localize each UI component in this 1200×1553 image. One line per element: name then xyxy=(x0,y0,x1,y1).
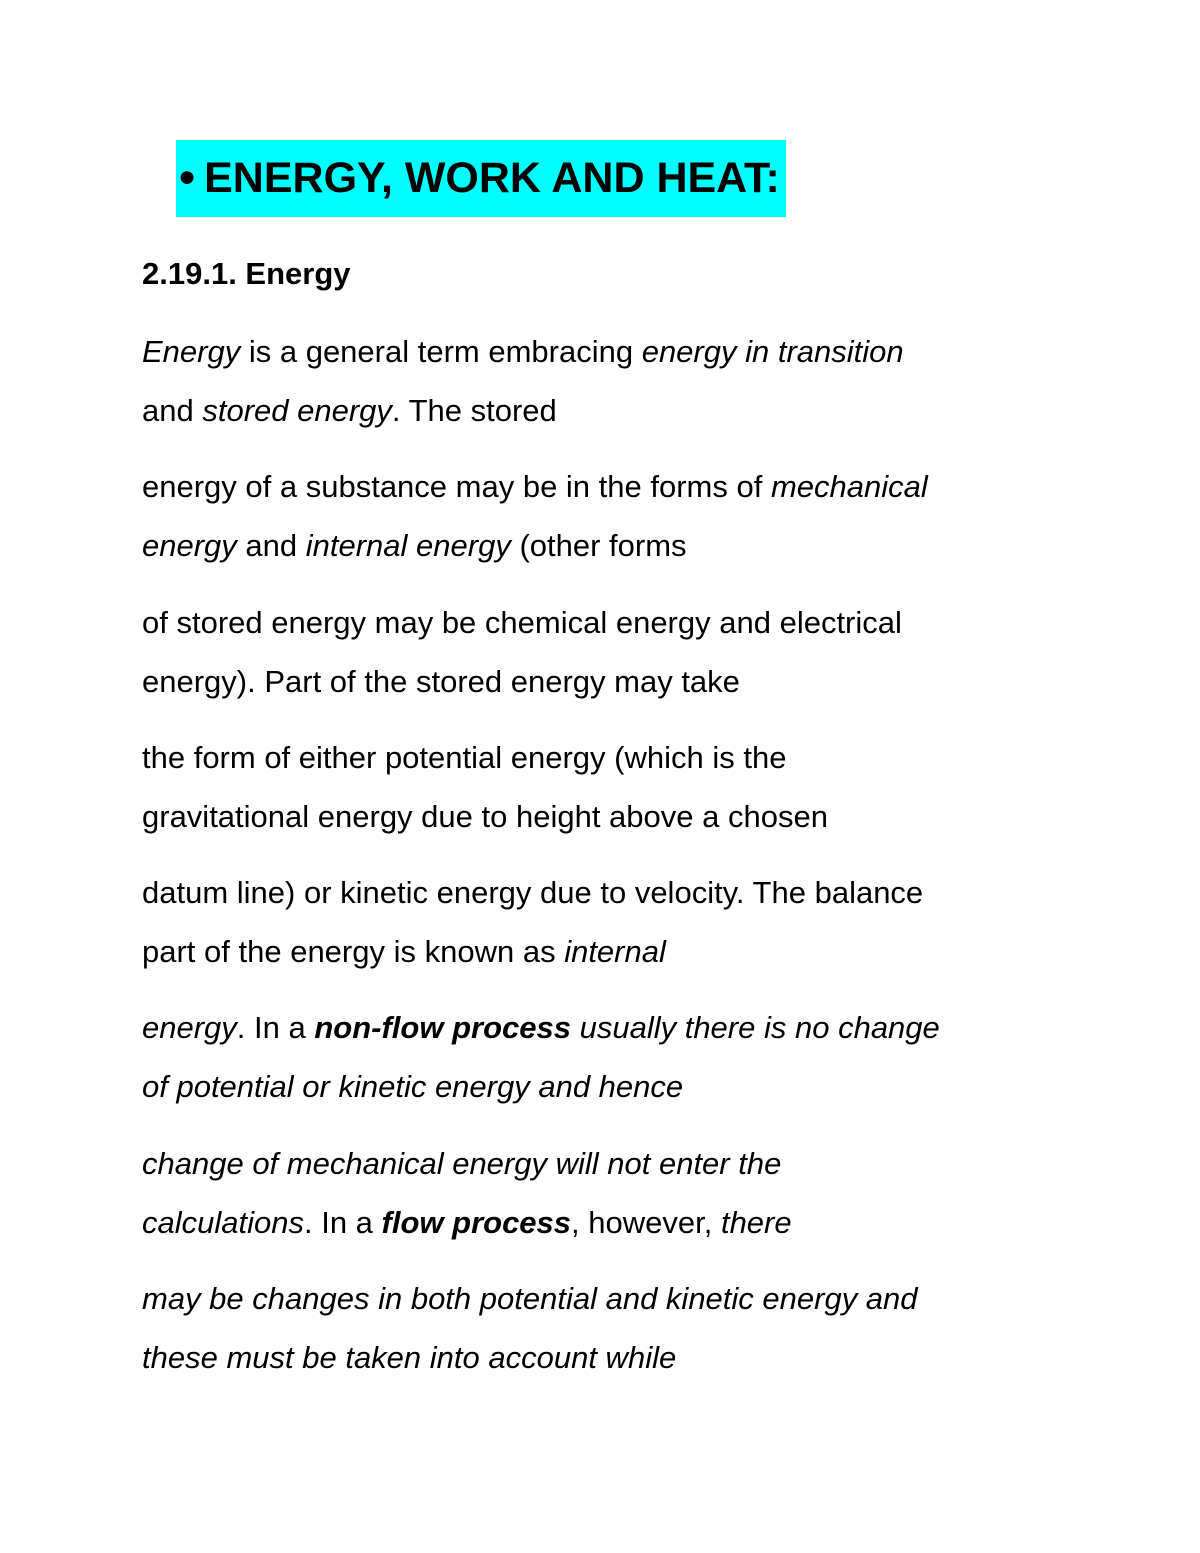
text-span: . In a xyxy=(236,1010,315,1045)
text-span: part of the energy is known as xyxy=(142,934,565,969)
text-span: and xyxy=(142,393,203,428)
paragraph-4 xyxy=(142,728,1072,846)
text-span: internal xyxy=(564,934,666,969)
text-span: is a general term embracing xyxy=(240,334,642,369)
text-line xyxy=(142,516,1072,575)
section-heading xyxy=(176,140,786,217)
text-span: calculations xyxy=(142,1205,304,1240)
text-span: these must be taken into account while xyxy=(142,1340,677,1375)
paragraph-3 xyxy=(142,593,1072,711)
text-span: energy of a substance may be in the forms of xyxy=(142,469,771,504)
text-line: the form of either potential energy (which is the xyxy=(142,740,787,775)
text-line: datum line) or kinetic energy due to velocity. The balance xyxy=(142,875,924,910)
text-span: . The stored xyxy=(391,393,557,428)
text-span: change of mechanical energy will not enter the xyxy=(142,1146,782,1181)
text-line xyxy=(142,381,1072,440)
text-span: usually there is no change xyxy=(570,1010,940,1045)
text-span: of potential or kinetic energy and hence xyxy=(142,1069,684,1104)
heading-text: ENERGY, WORK AND HEAT: xyxy=(204,154,780,202)
paragraph-5 xyxy=(142,863,1072,981)
text-line xyxy=(142,322,1072,381)
text-line xyxy=(142,1328,1072,1387)
text-span: non-flow process xyxy=(314,1010,571,1045)
text-line xyxy=(142,1193,1072,1252)
text-span: (other forms xyxy=(510,528,687,563)
text-line xyxy=(142,922,1072,981)
text-span: flow process xyxy=(381,1205,572,1240)
subsection-title: 2.19.1. Energy xyxy=(142,256,351,291)
bullet-icon: ● xyxy=(178,159,197,193)
text-span: energy xyxy=(142,1010,237,1045)
text-span: energy in transition xyxy=(641,334,904,369)
text-line xyxy=(142,1057,1072,1116)
text-line: of stored energy may be chemical energy and electrical xyxy=(142,605,902,640)
text-span: mechanical xyxy=(770,469,928,504)
text-line: gravitational energy due to height above a chosen xyxy=(142,799,828,834)
paragraph-8 xyxy=(142,1269,1072,1387)
text-span: and xyxy=(236,528,306,563)
paragraph-2 xyxy=(142,457,1072,575)
text-span: energy xyxy=(142,528,237,563)
text-span: may be changes in both potential and kinetic energy and xyxy=(142,1281,918,1316)
paragraph-7 xyxy=(142,1134,1072,1252)
text-line xyxy=(142,1134,1072,1193)
text-span: internal energy xyxy=(305,528,511,563)
text-span: , however, xyxy=(571,1205,721,1240)
text-span: Energy xyxy=(142,334,241,369)
text-span: there xyxy=(720,1205,792,1240)
paragraph-6 xyxy=(142,998,1072,1116)
text-line: energy). Part of the stored energy may take xyxy=(142,664,740,699)
text-line xyxy=(142,998,1072,1057)
text-span: . In a xyxy=(303,1205,382,1240)
text-line xyxy=(142,457,1072,516)
text-span: stored energy xyxy=(202,393,392,428)
text-line xyxy=(142,1269,1072,1328)
paragraph-1 xyxy=(142,322,1072,440)
